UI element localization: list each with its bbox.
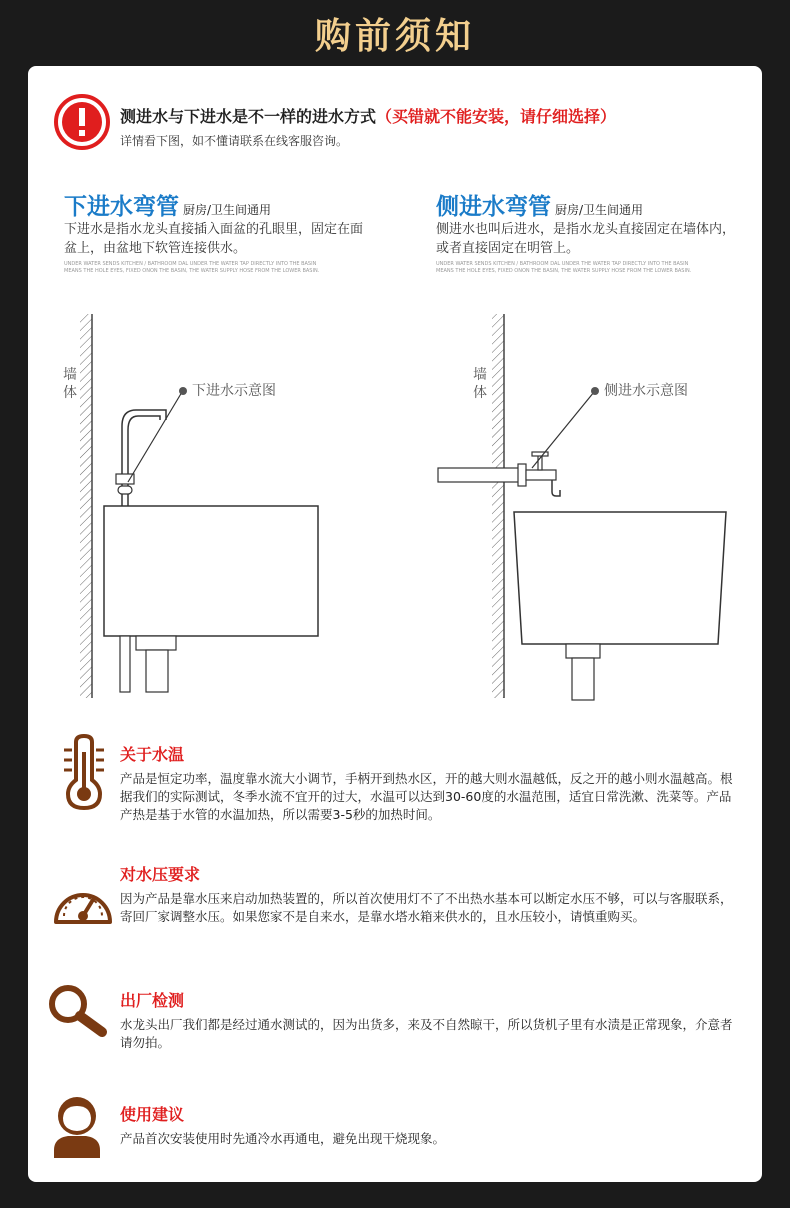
callout-line bbox=[128, 387, 187, 482]
warning-alert: （买错就不能安装，请仔细选择） bbox=[376, 107, 617, 126]
page-title: 购前须知 bbox=[314, 15, 475, 57]
section-text-advice: 产品首次安装使用时先通冷水再通电，避免出现干烧现象。 bbox=[120, 1131, 446, 1146]
type-side-inlet-desc: 侧进水也叫后进水，是指水龙头直接固定在墙体内，或者直接固定在明管上。 bbox=[436, 222, 736, 256]
warning-title-text: 测进水与下进水是不一样的进水方式 bbox=[120, 107, 377, 126]
basin bbox=[104, 506, 318, 636]
wall bbox=[80, 314, 92, 698]
warning-icon bbox=[54, 94, 110, 150]
type-side-inlet-heading bbox=[436, 188, 643, 221]
wall bbox=[492, 314, 504, 698]
type-side-inlet-en: UNDER WATER SENDS KITCHEN / BATHROOM DAL UNDER THE WATER TAP DIRECTLY INTO THE BASIN MEANS THE HOLE EYES, FIXED ONON THE BASIN, THE WATER SUPPLY HOSE FROM THE LOWER BASIN. bbox=[436, 261, 692, 274]
bottom-inlet-diagram-label: 下进水示意图 bbox=[192, 383, 276, 399]
section-title-advice: 使用建议 bbox=[120, 1105, 185, 1124]
side-inlet-diagram-label: 侧进水示意图 bbox=[604, 383, 688, 399]
type-bottom-inlet-heading bbox=[64, 188, 271, 221]
notice-card bbox=[28, 66, 762, 1182]
drain-pipes bbox=[120, 636, 176, 692]
type-bottom-inlet-en: UNDER WATER SENDS KITCHEN / BATHROOM DAL UNDER THE WATER TAP DIRECTLY INTO THE BASIN MEANS THE HOLE EYES, FIXED ONON THE BASIN, THE WATER SUPPLY HOSE FROM THE LOWER BASIN. bbox=[64, 261, 320, 274]
section-text-temperature: 产品是恒定功率，温度靠水流大小调节，手柄开到热水区，开的越大则水温越低，反之开的越小则水温越高。根据我们的实际测试，冬季水流不宜开的过大，水温可以达到30-60度的水温范围，适宜日常洗漱、洗菜等。产品产热是基于水管的水温加热，所以需要3-5秒的加热时间。 bbox=[120, 771, 733, 822]
basin bbox=[514, 512, 726, 644]
bottom-inlet-diagram bbox=[28, 306, 388, 716]
callout-line bbox=[532, 387, 599, 468]
section-text-testing: 水龙头出厂我们都是经过通水测试的，因为出货多，来及不自然晾干，所以货机子里有水渍是正常现象，介意者请勿拍。 bbox=[120, 1017, 733, 1050]
wall-label-left: 墙体 bbox=[63, 367, 77, 401]
section-title-pressure: 对水压要求 bbox=[120, 865, 201, 884]
type-bottom-inlet-title: 下进水弯管 bbox=[64, 194, 179, 220]
thermometer-icon bbox=[64, 734, 104, 810]
person-icon bbox=[50, 1094, 104, 1158]
section-text-pressure: 因为产品是靠水压来启动加热装置的，所以首次使用灯不了不出热水基本可以断定水压不够，可以与客服联系，寄回厂家调整水压。如果您家不是自来水，是靠水塔水箱来供水的，且水压较小，请慎重购买。 bbox=[120, 891, 733, 924]
section-title-testing: 出厂检测 bbox=[120, 991, 185, 1010]
wall-label-right: 墙体 bbox=[473, 367, 487, 401]
section-title-temperature: 关于水温 bbox=[120, 745, 185, 764]
faucet bbox=[116, 410, 166, 506]
warning-title bbox=[120, 104, 616, 127]
type-side-inlet-tag: 厨房/卫生间通用 bbox=[555, 203, 644, 217]
type-side-inlet-title: 侧进水弯管 bbox=[436, 194, 551, 220]
type-bottom-inlet-desc: 下进水是指水龙头直接插入面盆的孔眼里，固定在面盆上，由盆地下软管连接供水。 bbox=[64, 222, 364, 256]
type-bottom-inlet-tag: 厨房/卫生间通用 bbox=[183, 203, 272, 217]
magnifier-icon bbox=[46, 984, 108, 1038]
drain-pipe bbox=[566, 644, 600, 700]
pressure-gauge-icon bbox=[52, 876, 114, 926]
warning-subtitle: 详情看下图，如不懂请联系在线客服咨询。 bbox=[120, 134, 349, 148]
